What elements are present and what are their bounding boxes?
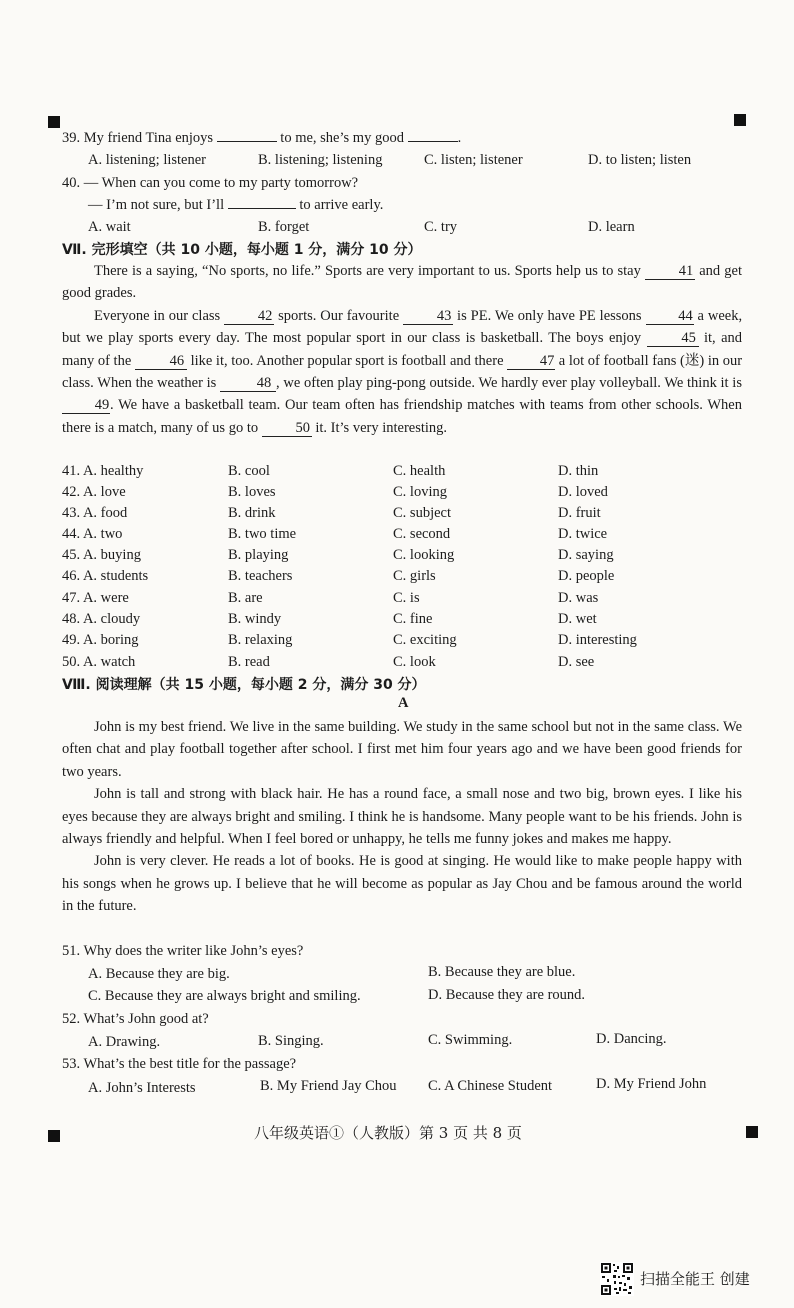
qr-code-icon <box>600 1262 634 1296</box>
cloze-text: a lot of football fans (迷) in our class. When the weather is <box>62 352 743 392</box>
q40-line2-text-b: to arrive early. <box>299 197 384 213</box>
q42-option-a: 42. A. love <box>62 484 126 500</box>
q47-option-c: C. is <box>393 590 420 606</box>
q39-option-d: D. to listen; listen <box>588 152 692 168</box>
q51-option-a: A. Because they are big. <box>88 966 230 982</box>
cloze-text: is PE. We only have PE lessons <box>457 307 642 324</box>
q39-stem-text: 39. My friend Tina enjoys <box>62 130 214 146</box>
q50-option-c: C. look <box>393 654 436 670</box>
cloze-text: and get good grades. <box>62 263 743 302</box>
q41-option-b: B. cool <box>228 463 270 479</box>
cloze-text: Everyone in our class <box>94 307 221 324</box>
cloze-passage <box>62 260 742 439</box>
q52-stem: 52. What’s John good at? <box>62 1011 209 1027</box>
passage-label: A <box>398 695 409 711</box>
q49-option-d: D. interesting <box>558 632 637 648</box>
q47-option-a: 47. A. were <box>62 590 129 606</box>
q40-line1: 40. — When can you come to my party tomorrow? <box>62 175 359 191</box>
q45-option-a: 45. A. buying <box>62 547 141 563</box>
section-7-title: Ⅶ. 完形填空（共 10 小题，每小题 1 分，满分 10 分） <box>62 242 422 258</box>
registration-mark-bottom-right <box>746 1126 758 1138</box>
reading-passage <box>62 716 742 918</box>
q39-option-a: A. listening; listener <box>88 152 206 168</box>
q52-option-c: C. Swimming. <box>428 1032 513 1048</box>
q40-option-c: C. try <box>424 219 458 235</box>
q48-option-a: 48. A. cloudy <box>62 611 141 627</box>
blank-43: 43 <box>403 309 453 325</box>
q53-option-d: D. My Friend John <box>596 1076 707 1092</box>
q44-option-b: B. two time <box>228 526 297 542</box>
q50-option-a: 50. A. watch <box>62 654 136 670</box>
q43-option-c: C. subject <box>393 505 451 521</box>
q41-option-d: D. thin <box>558 463 599 479</box>
q44-option-c: C. second <box>393 526 451 542</box>
q40-line2 <box>88 197 383 214</box>
reading-paragraph: John is tall and strong with black hair. He has a round face, a small nose and two big, brown eyes. I like his eyes because they are always bright and smiling. I think he is handsome. Many people want to be his friends. John is always friendly and helpful. When I feel bored or unhappy, he tells me funny jokes and makes me happy. <box>62 786 742 848</box>
q48-option-c: C. fine <box>393 611 433 627</box>
blank-47: 47 <box>507 354 555 370</box>
q39-stem <box>62 130 461 147</box>
q50-option-b: B. read <box>228 654 270 670</box>
registration-mark-top-right <box>734 114 746 126</box>
q46-option-c: C. girls <box>393 568 436 584</box>
q53-option-b: B. My Friend Jay Chou <box>260 1078 397 1094</box>
q53-option-c: C. A Chinese Student <box>428 1078 553 1094</box>
q46-option-a: 46. A. students <box>62 568 149 584</box>
q49-option-a: 49. A. boring <box>62 632 139 648</box>
blank-49: 49 <box>62 398 110 414</box>
blank-46: 46 <box>135 354 187 370</box>
answer-blank <box>228 208 296 209</box>
q39-stem-text-b: to me, she’s my good <box>280 130 404 146</box>
q52-option-d: D. Dancing. <box>596 1031 667 1047</box>
registration-mark-bottom-left <box>48 1130 60 1142</box>
blank-45: 45 <box>647 331 699 347</box>
q43-option-d: D. fruit <box>558 505 601 521</box>
cloze-text: . We have a basketball team. Our team often has friendship matches with teams from other schools. When there is a match, many of us go to <box>62 397 742 436</box>
q45-option-b: B. playing <box>228 547 289 563</box>
answer-blank <box>217 141 277 142</box>
cloze-text: a week, but we play sports every day. The most popular sport in our class is basketball. The boys enjoy <box>62 307 743 347</box>
q52-option-b: B. Singing. <box>258 1033 324 1049</box>
reading-paragraph: John is my best friend. We live in the same building. We study in the same school but not in the same class. We often chat and play football together after school. I first met him four years ago and we have been good friends for two years. <box>62 719 742 780</box>
q50-option-d: D. see <box>558 654 595 670</box>
q42-option-b: B. loves <box>228 484 276 500</box>
q49-option-b: B. relaxing <box>228 632 293 648</box>
q46-option-d: D. people <box>558 568 615 584</box>
q51-option-c: C. Because they are always bright and smiling. <box>88 988 361 1004</box>
q47-option-d: D. was <box>558 590 599 606</box>
q45-option-c: C. looking <box>393 547 455 563</box>
cloze-text: it, and many of the <box>62 330 743 369</box>
q42-option-c: C. loving <box>393 484 447 500</box>
q39-option-b: B. listening; listening <box>258 152 383 168</box>
blank-41: 41 <box>645 264 695 280</box>
reading-paragraph: John is very clever. He reads a lot of books. He is good at singing. He would like to make people happy with his songs when he grows up. I believe that he will become as popular as Jay Chou and be famous around the world in the future. <box>62 853 742 915</box>
cloze-text: like it, too. Another popular sport is football and there <box>190 352 504 369</box>
q42-option-d: D. loved <box>558 484 608 500</box>
cloze-text: , we often play ping-pong outside. We hardly ever play volleyball. We think it is <box>276 375 742 392</box>
q51-option-b: B. Because they are blue. <box>428 964 576 980</box>
q40-option-a: A. wait <box>88 219 131 235</box>
page-footer: 八年级英语①（人教版）第 3 页 共 8 页 <box>254 1124 522 1142</box>
q53-option-a: A. John’s Interests <box>88 1080 196 1096</box>
q44-option-d: D. twice <box>558 526 608 542</box>
q48-option-b: B. windy <box>228 611 282 627</box>
q52-option-a: A. Drawing. <box>88 1034 161 1050</box>
cloze-text: There is a saying, “No sports, no life.” Sports are very important to us. Sports help us to stay <box>94 263 641 279</box>
q47-option-b: B. are <box>228 590 263 606</box>
q39-option-c: C. listen; listener <box>424 152 523 168</box>
q45-option-d: D. saying <box>558 547 614 563</box>
blank-48: 48 <box>220 376 276 392</box>
q41-option-c: C. health <box>393 463 446 479</box>
blank-42: 42 <box>224 309 274 325</box>
cloze-text: it. It’s very interesting. <box>315 419 448 436</box>
q48-option-d: D. wet <box>558 611 597 627</box>
q41-option-a: 41. A. healthy <box>62 463 144 479</box>
cloze-text: sports. Our favourite <box>278 307 400 324</box>
scanner-brand-label: 扫描全能王 创建 <box>640 1270 750 1288</box>
section-8-title: Ⅷ. 阅读理解（共 15 小题，每小题 2 分，满分 30 分） <box>62 677 426 693</box>
blank-44: 44 <box>646 309 694 325</box>
q51-stem: 51. Why does the writer like John’s eyes? <box>62 943 304 959</box>
q40-line2-text: — I’m not sure, but I’ll <box>88 197 225 213</box>
blank-50: 50 <box>262 421 312 437</box>
q51-option-d: D. Because they are round. <box>428 987 586 1003</box>
q43-option-b: B. drink <box>228 505 276 521</box>
q46-option-b: B. teachers <box>228 568 293 584</box>
q39-period: . <box>457 130 462 146</box>
registration-mark-top-left <box>48 116 60 128</box>
q53-stem: 53. What’s the best title for the passage? <box>62 1056 297 1072</box>
answer-blank <box>408 141 458 142</box>
q49-option-c: C. exciting <box>393 632 457 648</box>
q44-option-a: 44. A. two <box>62 526 123 542</box>
q40-option-b: B. forget <box>258 219 310 235</box>
q43-option-a: 43. A. food <box>62 505 128 521</box>
q40-option-d: D. learn <box>588 219 635 235</box>
